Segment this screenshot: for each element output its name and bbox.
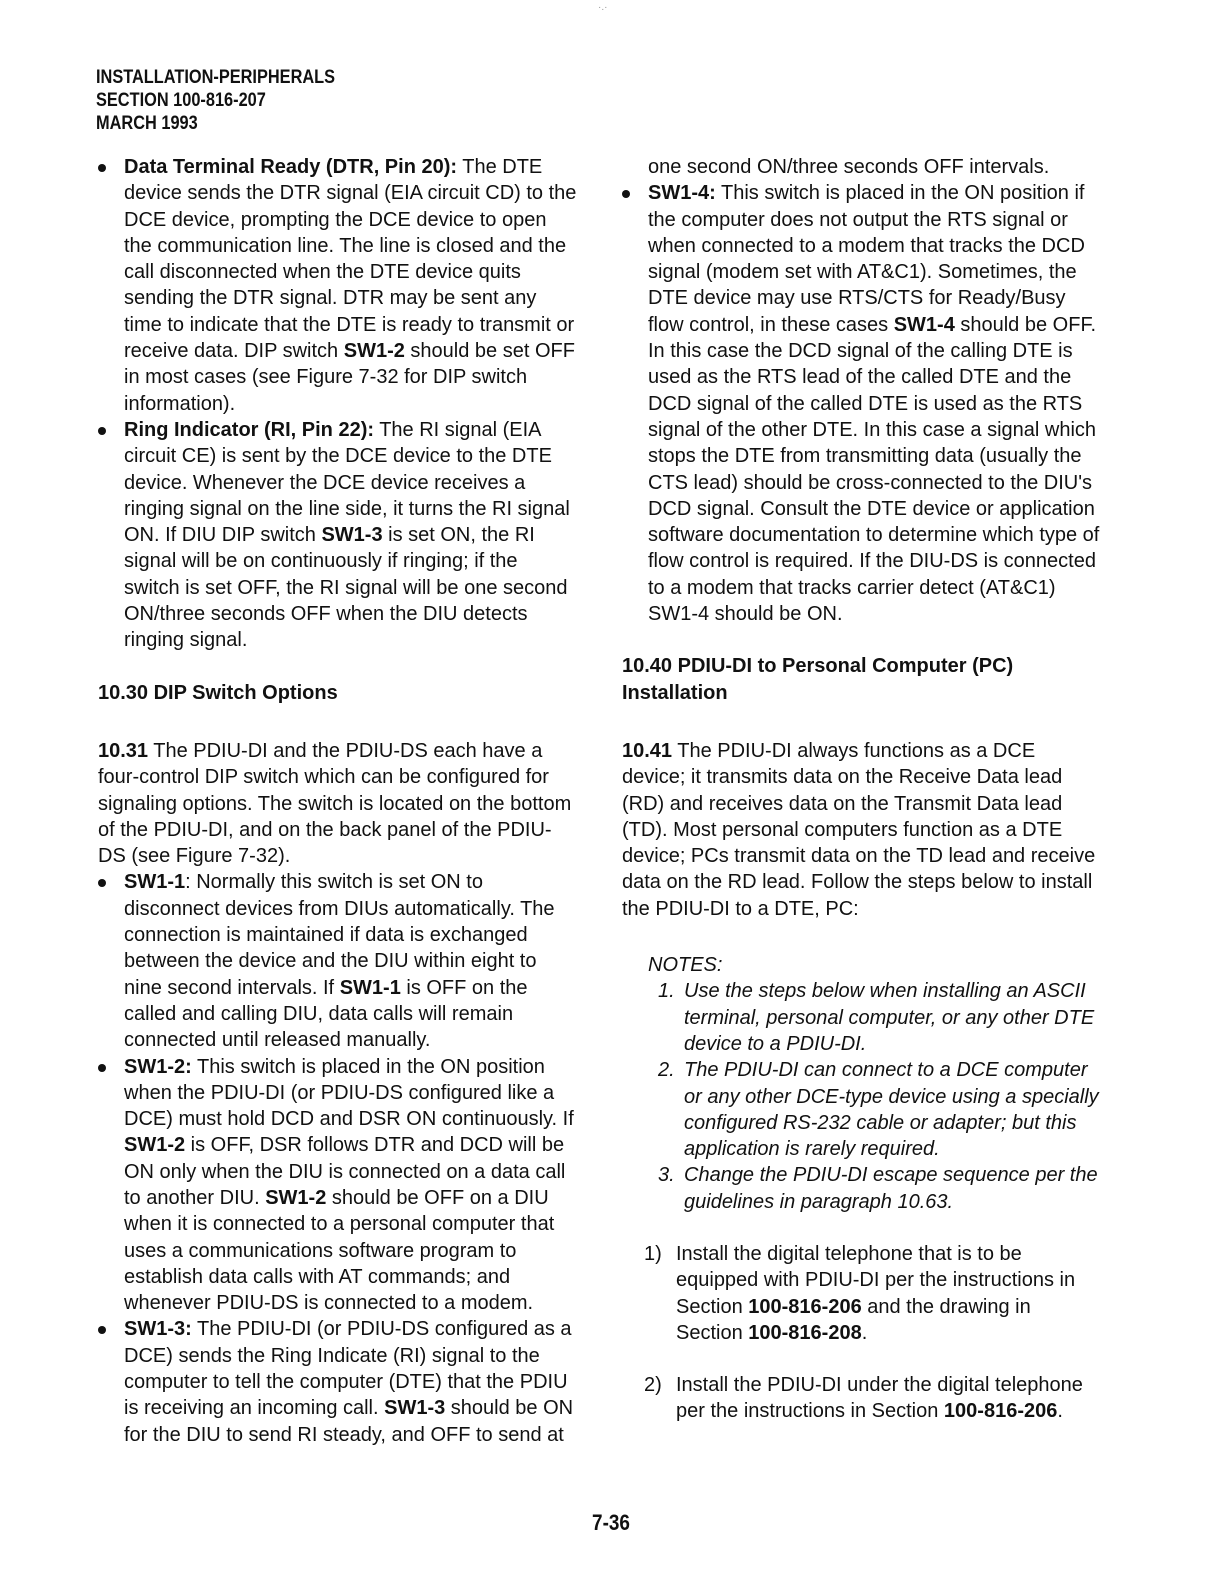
note-text: The PDIU-DI can connect to a DCE computer or any other DCE-type device using a specially configured RS-232 cable or adapter; but this application is rarely required.: [684, 1059, 1099, 1161]
switch-list: [98, 869, 578, 1448]
sw1-1-term: SW1-1: [124, 871, 186, 894]
paragraph-10-31-number: 10.31: [98, 739, 149, 762]
paragraph-10-41: [622, 738, 1102, 922]
step-2-number: 2): [644, 1374, 662, 1397]
notes-title: NOTES:: [648, 954, 723, 977]
paragraph-10-31-text: The PDIU-DI and the PDIU-DS each have a four-control DIP switch which can be configured for signaling options. The switch is located on the bottom of the PDIU-DI, and on the back panel of the PDIU-DS (see Figure 7-32).: [98, 739, 572, 868]
sw1-2-text: This switch is placed in the ON position when the PDIU-DI (or PDIU-DS configured like a DCE) must hold DCD and DSR ON continuously. If: [124, 1055, 574, 1131]
sw1-4-switch: SW1-4: [893, 313, 955, 336]
note-number: 2.: [658, 1059, 675, 1082]
note-item: [648, 1162, 1102, 1215]
ri-text: The RI signal (EIA circuit CE) is sent by the DCE device to the DTE device. Whenever the DCE device receives a ringing signal on the line side, it turns the RI signal ON. If DIU DIP switch: [124, 418, 570, 547]
dtr-text: The DTE device sends the DTR signal (EIA circuit CD) to the DCE device, prompting the DCE device to open the communication line. The line is closed and the call disconnected when the DTE device quits sending the DTR signal. DTR may be sent any time to indicate that the DTE is ready to transmit or receive data. DIP switch: [124, 156, 577, 363]
scan-speck: ·.·: [598, 2, 608, 13]
paragraph-10-41-number: 10.41: [622, 739, 673, 762]
step-1-section-ref-2: 100-816-208: [748, 1321, 862, 1344]
dtr-switch: SW1-2: [343, 340, 405, 363]
note-text: Change the PDIU-DI escape sequence per the guidelines in paragraph 10.63.: [684, 1164, 1098, 1213]
step-1-number: 1): [644, 1242, 662, 1265]
sw1-3-switch: SW1-3: [384, 1397, 446, 1420]
sw1-4-text-2: should be OFF. In this case the DCD signal of the calling DTE is used as the RTS lead of the called DTE and the DCD signal of the called DTE is used as the RTS signal of the other DTE. In this case a signal which stops the DTE from transmitting data (usually the CTS lead) should be cross-connected to the DIU's DCD signal. Consult the DTE device or application software documentation to determine which type of flow control is required. If the DIU-DS is connected to a modem that tracks carrier detect (AT&C1) SW1-4 should be ON.: [648, 313, 1100, 626]
step-1-section-ref: 100-816-206: [748, 1295, 862, 1318]
notes-list: [648, 978, 1102, 1215]
paragraph-10-31: [98, 738, 578, 869]
ri-item: [98, 417, 578, 654]
heading-10-40: 10.40 PDIU-DI to Personal Computer (PC) Installation: [622, 655, 1014, 704]
step-2-text-2: .: [1057, 1400, 1063, 1423]
step-1-text-2: and the drawing in Section: [676, 1295, 1031, 1344]
sw1-2-switch-2: SW1-2: [265, 1186, 327, 1209]
dtr-term: Data Terminal Ready (DTR, Pin 20):: [124, 156, 458, 178]
header-date: MARCH 1993: [96, 113, 198, 134]
sw1-1-item: [98, 869, 578, 1053]
header-section: SECTION 100-816-207: [96, 90, 266, 111]
sw1-4-item: [622, 180, 1102, 627]
heading-10-30: 10.30 DIP Switch Options: [98, 681, 338, 704]
sw1-3-term: SW1-3:: [124, 1318, 192, 1341]
dtr-item: [98, 154, 578, 417]
sw1-4-term: SW1-4:: [648, 182, 716, 205]
step-2: [622, 1372, 1102, 1425]
note-item: [648, 978, 1102, 1057]
install-steps: [622, 1241, 1102, 1425]
sw1-2-switch: SW1-2: [124, 1134, 186, 1157]
note-number: 1.: [658, 980, 675, 1003]
step-1-text: Install the digital telephone that is to be equipped with PDIU-DI per the instructions in Section: [676, 1242, 1076, 1318]
note-text: Use the steps below when installing an ASCII terminal, personal computer, or any other DTE device to a PDIU-DI.: [684, 980, 1095, 1055]
sw1-1-text-2: is OFF on the called and calling DIU, data calls will remain connected until released manually.: [124, 976, 528, 1052]
left-column: [98, 154, 578, 1448]
sw1-4-text: This switch is placed in the ON position if the computer does not output the RTS signal or when connected to a modem that tracks the DCD signal (modem set with AT&C1). Sometimes, the DTE device may use RTS/CTS for Ready/Busy flow control, in these cases: [648, 182, 1085, 336]
page-number: 7-36: [592, 1510, 630, 1535]
ri-term: Ring Indicator (RI, Pin 22):: [124, 418, 375, 441]
ri-text-2: is set ON, the RI signal will be on continuously if ringing; if the switch is set OFF, the RI signal will be one second ON/three seconds OFF when the DIU detects ringing signal.: [124, 524, 568, 652]
note-item: [648, 1057, 1102, 1162]
sw1-1-switch: SW1-1: [339, 976, 401, 999]
sw1-2-item: [98, 1054, 578, 1317]
sw1-2-text-2: is OFF, DSR follows DTR and DCD will be ON only when the DIU is connected on a data call to another DIU.: [124, 1134, 566, 1209]
sw1-2-term: SW1-2:: [124, 1055, 192, 1078]
note-number: 3.: [658, 1164, 675, 1187]
sw1-1-text: : Normally this switch is set ON to disconnect devices from DIUs automatically. The connection is maintained if data is exchanged between the device and the DIU within eight to nine second intervals. If: [124, 871, 555, 999]
right-column: [622, 154, 1102, 1425]
step-1: [622, 1241, 1102, 1346]
ri-switch: SW1-3: [321, 524, 383, 547]
step-2-section-ref: 100-816-206: [943, 1400, 1058, 1423]
sw1-3-item: [98, 1316, 578, 1447]
paragraph-10-41-text: The PDIU-DI always functions as a DCE device; it transmits data on the Receive Data lead (RD) and receives data on the Transmit Data lead (TD). Most personal computers function as a DTE device; PCs transmit data on the TD lead and receive data on the RD lead. Follow the steps below to install the PDIU-DI to a DTE, PC:: [622, 739, 1096, 920]
step-2-text: Install the PDIU-DI under the digital telephone per the instructions in Section: [676, 1374, 1083, 1423]
dtr-text-2: should be set OFF in most cases (see Figure 7-32 for DIP switch information).: [124, 340, 575, 415]
switch-list-continued: [622, 180, 1102, 627]
sw1-3-continuation: one second ON/three seconds OFF intervals.: [648, 156, 1050, 178]
sw1-3-text: The PDIU-DI (or PDIU-DS configured as a DCE) sends the Ring Indicate (RI) signal to the computer to tell the computer (DTE) that the PDIU is receiving an incoming call.: [124, 1318, 572, 1420]
signal-list: [98, 154, 578, 654]
sw1-2-text-3: should be OFF on a DIU when it is connected to a personal computer that uses a communications software program to establish data calls with AT commands; and whenever PDIU-DS is connected to a modem.: [124, 1186, 555, 1315]
document-header: [96, 66, 335, 135]
notes-block: [648, 952, 1102, 1215]
step-1-text-3: .: [861, 1321, 868, 1344]
sw1-3-text-2: should be ON for the DIU to send RI steady, and OFF to send at: [124, 1397, 574, 1446]
header-title: INSTALLATION-PERIPHERALS: [96, 67, 336, 88]
